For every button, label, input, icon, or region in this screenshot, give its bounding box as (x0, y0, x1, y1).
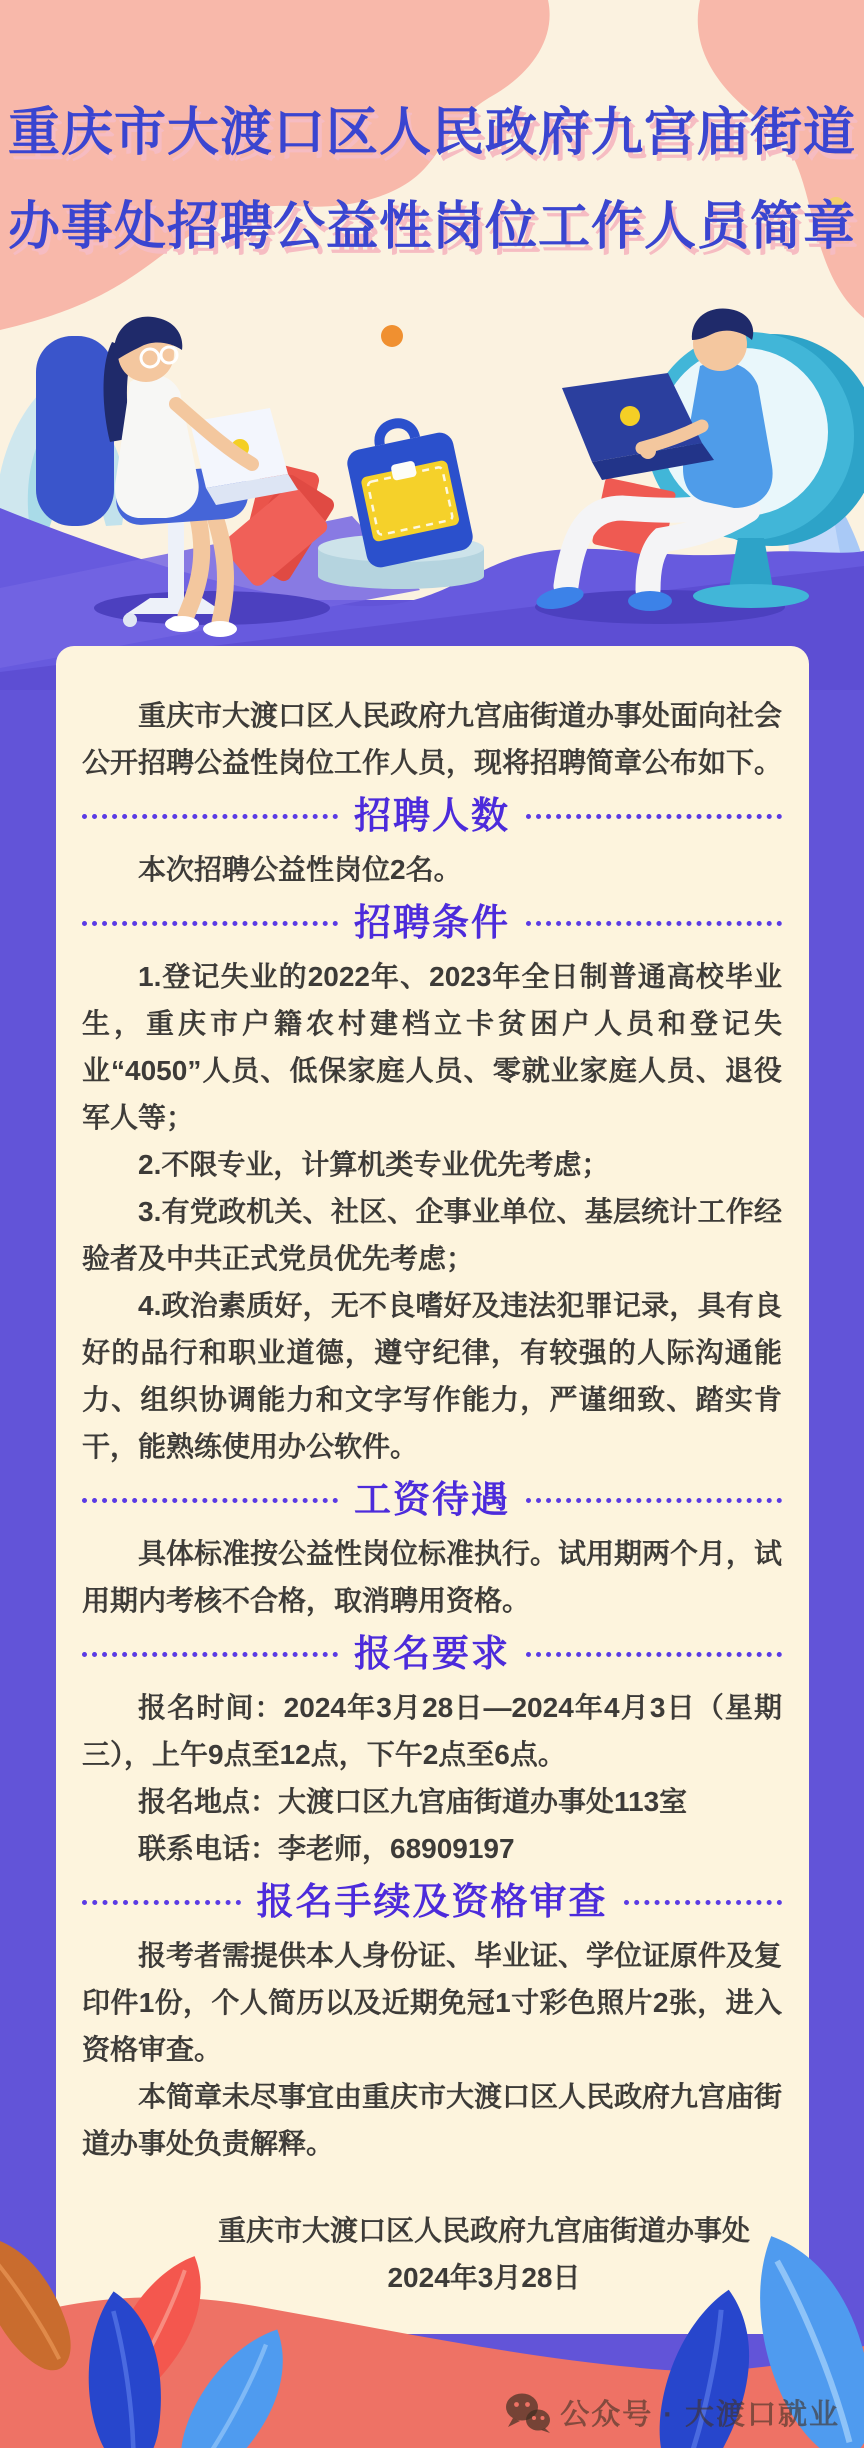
dotted-rule-left (82, 1900, 241, 1905)
illustration-band (0, 270, 864, 690)
section-title: 报名要求 (354, 1633, 510, 1674)
section-heading-application (82, 1634, 782, 1674)
dotted-rule-left (82, 1498, 338, 1503)
content-card (56, 646, 809, 2334)
paragraph: 4.政治素质好，无不良嗜好及违法犯罪记录，具有良好的品行和职业道德，遵守纪律，有较强的人际沟通能力、组织协调能力和文字写作能力，严谨细致、踏实肯干，能熟练使用办公软件。 (82, 1290, 782, 1462)
poster-title-line2: 办事处招聘公益性岗位工作人员简章 (7, 198, 856, 256)
paragraph: 报名时间：2024年3月28日—2024年4月3日（星期三），上午9点至12点，下午2点至6点。 (82, 1692, 782, 1770)
paragraph: 3.有党政机关、社区、企事业单位、基层统计工作经验者及中共正式党员优先考虑； (82, 1196, 782, 1274)
dotted-rule-right (624, 1900, 783, 1905)
section-title: 招聘条件 (354, 902, 510, 943)
paragraph: 本次招聘公益性岗位2名。 (138, 854, 462, 885)
orange-dot-icon (381, 325, 403, 347)
paragraph: 报考者需提供本人身份证、毕业证、学位证原件及复印件1份，个人简历以及近期免冠1寸彩色照片2张，进入资格审查。 (82, 1940, 783, 2065)
paragraph: 具体标准按公益性岗位标准执行。试用期两个月，试用期内考核不合格，取消聘用资格。 (82, 1538, 783, 1616)
signature-date: 2024年3月28日 (387, 2262, 581, 2293)
watermark (505, 2392, 840, 2433)
paragraph: 联系电话：李老师，68909197 (138, 1833, 515, 1864)
section-heading-recruit-count (82, 796, 782, 836)
section-title: 工资待遇 (354, 1479, 510, 1520)
section-title: 报名手续及资格审查 (256, 1881, 608, 1922)
section-heading-conditions (82, 903, 782, 943)
poster-title-line1: 重庆市大渡口区人民政府九宫庙街道 (7, 104, 856, 162)
dotted-rule-right (526, 1498, 782, 1503)
paragraph: 2.不限专业，计算机类专业优先考虑； (138, 1149, 610, 1180)
section-title: 招聘人数 (354, 795, 510, 836)
watermark-text: 公众号 · 大渡口就业 (560, 2399, 840, 2431)
section-heading-salary (82, 1480, 782, 1520)
section-heading-procedures (82, 1882, 782, 1922)
intro-paragraph: 重庆市大渡口区人民政府九宫庙街道办事处面向社会公开招聘公益性岗位工作人员，现将招聘简章公布如下。 (82, 700, 783, 778)
poster-title (0, 86, 864, 274)
dotted-rule-right (526, 814, 782, 819)
paragraph: 本简章未尽事宜由重庆市大渡口区人民政府九宫庙街道办事处负责解释。 (82, 2081, 783, 2159)
dotted-rule-left (82, 1652, 338, 1657)
paragraph: 1.登记失业的2022年、2023年全日制普通高校毕业生，重庆市户籍农村建档立卡贫困户人员和登记失业“4050”人员、低保家庭人员、零就业家庭人员、退役军人等； (82, 961, 782, 1133)
signature-org: 重庆市大渡口区人民政府九宫庙街道办事处 (217, 2215, 750, 2246)
dotted-rule-left (82, 921, 338, 926)
dotted-rule-right (526, 1652, 782, 1657)
dotted-rule-right (526, 921, 782, 926)
paragraph: 报名地点：大渡口区九宫庙街道办事处113室 (138, 1786, 688, 1817)
wechat-icon (505, 2393, 551, 2433)
dotted-rule-left (82, 814, 338, 819)
